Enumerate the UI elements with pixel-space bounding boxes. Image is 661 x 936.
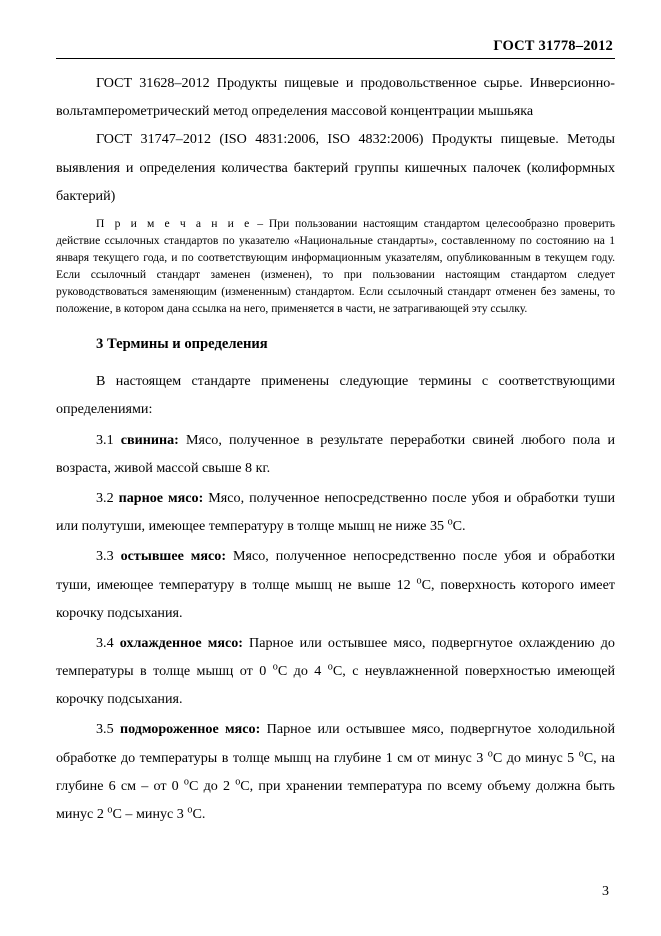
paragraph-gost-31628: ГОСТ 31628–2012 Продукты пищевые и продовольственное сырье. Инверсионно-вольтамперометрический метод определения массовой концентрации мышьяка [56, 75, 615, 120]
term-item-3-2 [56, 484, 615, 540]
section-heading: 3 Термины и определения [96, 336, 268, 353]
page-header [56, 38, 615, 55]
degree-symbol: о [272, 661, 278, 673]
term-name: парное мясо: [118, 489, 204, 506]
degree-symbol: о [487, 747, 493, 759]
term-item-3-4 [56, 629, 615, 714]
term-definition-p4: С до 2 [188, 777, 236, 794]
term-definition: Парное или остывшее мясо, подвергнутое холодильной обработке до температуры в толще мышц на глубине 1 см от минус 3 [56, 721, 615, 766]
term-definition-tail: С, поверхность которого имеет корочку подсыхания. [56, 576, 615, 621]
degree-symbol: о [447, 516, 453, 528]
degree-symbol: о [235, 776, 241, 788]
term-definition-tail: С. [452, 518, 466, 535]
term-definition-tail: С, с неувлажненной поверхностью имеющей корочку подсыхания. [56, 663, 615, 708]
note-text: – При пользовании настоящим стандартом целесообразно проверить действие ссылочных стандартов по указателю «Национальные стандарты», составленному по состоянию на 1 января текущего года, и по соответствующим информационным указателям, опубликованным в текущем году. Если ссылочный стандарт заменен (изменен), то при пользовании настоящим стандартом следует руководствоваться заменяющим (измененным) стандартом. Если ссылочный стандарт отменен без замены, то положение, в котором дана ссылка на него, применяется в части, не затрагивающей эту ссылку. [56, 216, 615, 315]
term-name: остывшее мясо: [120, 548, 227, 565]
term-definition: Мясо, полученное непосредственно после убоя и обработки туши или полутуши, имеющее температуру в толще мышц не ниже 35 [56, 489, 615, 535]
term-definition-tail: С. [192, 806, 206, 822]
term-definition-p6: С – минус 3 [112, 806, 188, 822]
term-item-3-5 [56, 715, 615, 828]
term-definition-p3: С, на глубине 6 см – от 0 [56, 749, 615, 794]
term-number: 3.3 [96, 548, 114, 565]
degree-symbol: о [416, 574, 422, 586]
term-definition-mid: С до 4 [277, 663, 328, 680]
term-item-3-3 [56, 542, 615, 627]
note-block [56, 216, 615, 318]
section-intro: В настоящем стандарте применены следующие термины с соответствующими определениями: [56, 373, 615, 418]
degree-symbol: о [183, 776, 189, 788]
term-definition: Мясо, полученное в результате переработки свиней любого пола и возраста, живой массой свыше 8 кг. [56, 431, 615, 476]
term-number: 3.4 [96, 634, 114, 651]
page-number: 3 [602, 884, 609, 899]
term-definition-p5: С, при хранении температура по всему объему должна быть минус 2 [56, 777, 615, 822]
term-definition: Парное или остывшее мясо, подвергнутое охлаждению до температуры в толще мышц от 0 [56, 634, 615, 680]
term-number: 3.2 [96, 489, 114, 506]
term-definition-p2: С до минус 5 [492, 749, 579, 766]
standard-number: ГОСТ 31778–2012 [493, 38, 613, 54]
term-item-3-1 [56, 426, 615, 482]
header-divider [56, 58, 615, 59]
degree-symbol: о [187, 804, 193, 816]
term-name: свинина: [120, 431, 179, 448]
paragraph-gost-31747: ГОСТ 31747–2012 (ISO 4831:2006, ISO 4832:2006) Продукты пищевые. Методы выявления и определения количества бактерий группы кишечных палочек (колиформных бактерий) [56, 131, 615, 204]
term-name: подмороженное мясо: [119, 721, 261, 738]
term-name: охлажденное мясо: [119, 634, 243, 651]
term-number: 3.5 [96, 721, 114, 738]
note-label: П р и м е ч а н и е [96, 216, 252, 230]
degree-symbol: о [107, 804, 113, 816]
degree-symbol: о [327, 661, 333, 673]
term-definition: Мясо, полученное непосредственно после убоя и обработки туши, имеющее температуру в толще мышц не выше 12 [56, 548, 616, 593]
degree-symbol: о [578, 747, 584, 759]
term-number: 3.1 [96, 431, 114, 448]
